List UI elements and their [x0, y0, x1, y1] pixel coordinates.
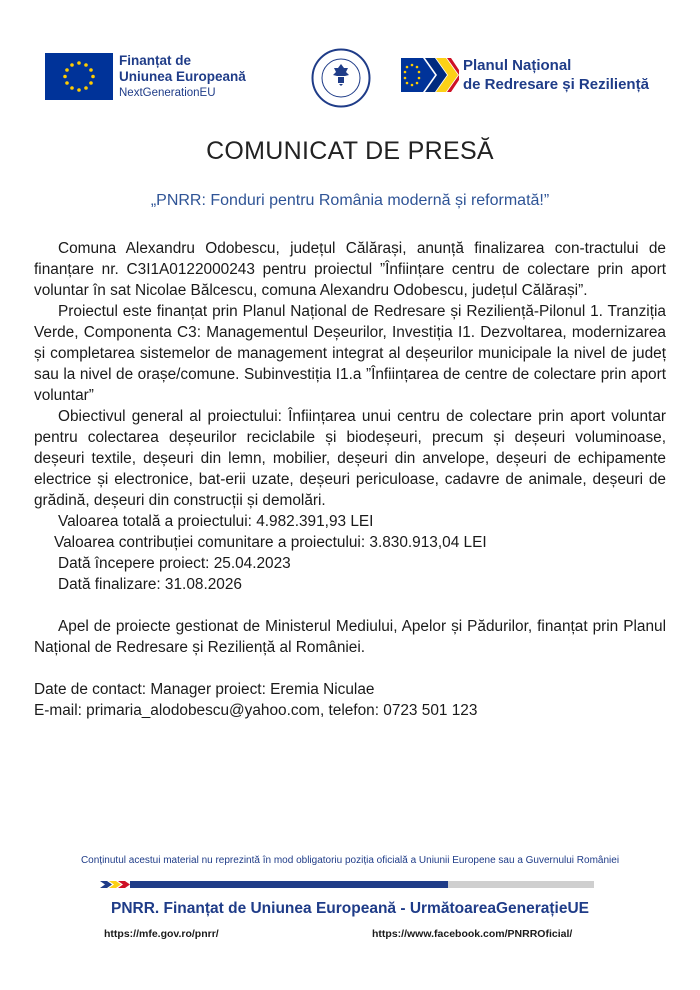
eu-flag-icon	[45, 53, 113, 100]
total-value: Valoarea totală a proiectului: 4.982.391,93 LEI	[58, 513, 374, 530]
paragraph-call: Apel de proiecte gestionat de Ministerul Mediului, Apelor și Pădurilor, finanțat prin Planul Național de Redresare și Reziliență al României.	[34, 618, 666, 656]
chevron-arrows-icon	[100, 881, 130, 888]
eu-logo-line2: Uniunea Europeană	[119, 69, 246, 84]
contact-line: Date de contact: Manager proiect: Eremia Niculae	[34, 681, 375, 698]
pnrr-logo-line2: de Redresare și Reziliență	[463, 76, 649, 93]
eu-logo-line1: Finanțat de	[119, 53, 192, 68]
paragraph-financing: Proiectul este finanțat prin Planul Național de Redresare și Reziliență-Pilonul 1. Tranziția Verde, Componenta C3: Managementul Deșeurilor, Investiția I1. Dezvoltarea, modernizarea și completarea sistemelor de management integrat al deșeurilor municipale la nivel de județ sau la nivel de orașe/comune. Subinvestiția I1.a ”Înființarea de centre de colectare prin aport voluntar”	[34, 303, 666, 404]
mfe-pnrr-link[interactable]: https://mfe.gov.ro/pnrr/	[104, 928, 219, 940]
end-date: Dată finalizare: 31.08.2026	[58, 576, 242, 593]
page-subtitle: „PNRR: Fonduri pentru România modernă și reformată!”	[150, 192, 550, 209]
pnrr-flags-icon	[401, 58, 459, 92]
footer-tagline: PNRR. Finanțat de Uniunea Europeană - UrmătoareaGenerațieUE	[110, 900, 590, 917]
facebook-pnrr-link[interactable]: https://www.facebook.com/PNRROficial/	[372, 928, 573, 940]
start-date: Dată începere proiect: 25.04.2023	[58, 555, 291, 572]
guvernul-romaniei-seal-icon	[311, 48, 371, 108]
page-title: COMUNICAT DE PRESĂ	[206, 137, 494, 165]
paragraph-objective: Obiectivul general al proiectului: Înființarea unui centru de colectare prin aport voluntar pentru colectarea deșeurilor reciclabile și biodeșeuri, precum și deșeuri voluminoase, deșeuri textile, deșeuri din lemn, mobilier, deșeuri din anvelope, deșeuri de echipamente electrice și electronice, bat-erii uzate, deșeuri periculoase, cadavre de animale, deșeuri de grădină, deșeuri din construcții și demolări.	[34, 408, 666, 509]
community-contribution-value: Valoarea contribuției comunitare a proiectului: 3.830.913,04 LEI	[54, 534, 487, 551]
pnrr-logo	[401, 56, 649, 94]
press-release-body	[34, 238, 666, 721]
email-line: E-mail: primaria_alodobescu@yahoo.com, telefon: 0723 501 123	[34, 702, 478, 719]
footer-divider-bar	[100, 881, 594, 888]
eu-funding-logo	[45, 53, 246, 101]
pnrr-logo-line1: Planul Național	[463, 57, 572, 74]
footer-disclaimer: Conținutul acestui material nu reprezintă în mod obligatoriu poziția oficială a Uniunii Europene sau a Guvernului României	[80, 855, 620, 866]
eu-logo-line3: NextGenerationEU	[119, 87, 216, 99]
paragraph-announcement: Comuna Alexandru Odobescu, județul Călărași, anunță finalizarea con-tractului de finanțare nr. C3I1A0122000243 pentru proiectul ”Înființare centru de colectare prin aport voluntar în sat Nicolae Bălcescu, comuna Alexandru Odobescu, județul Călărași”.	[34, 240, 666, 299]
